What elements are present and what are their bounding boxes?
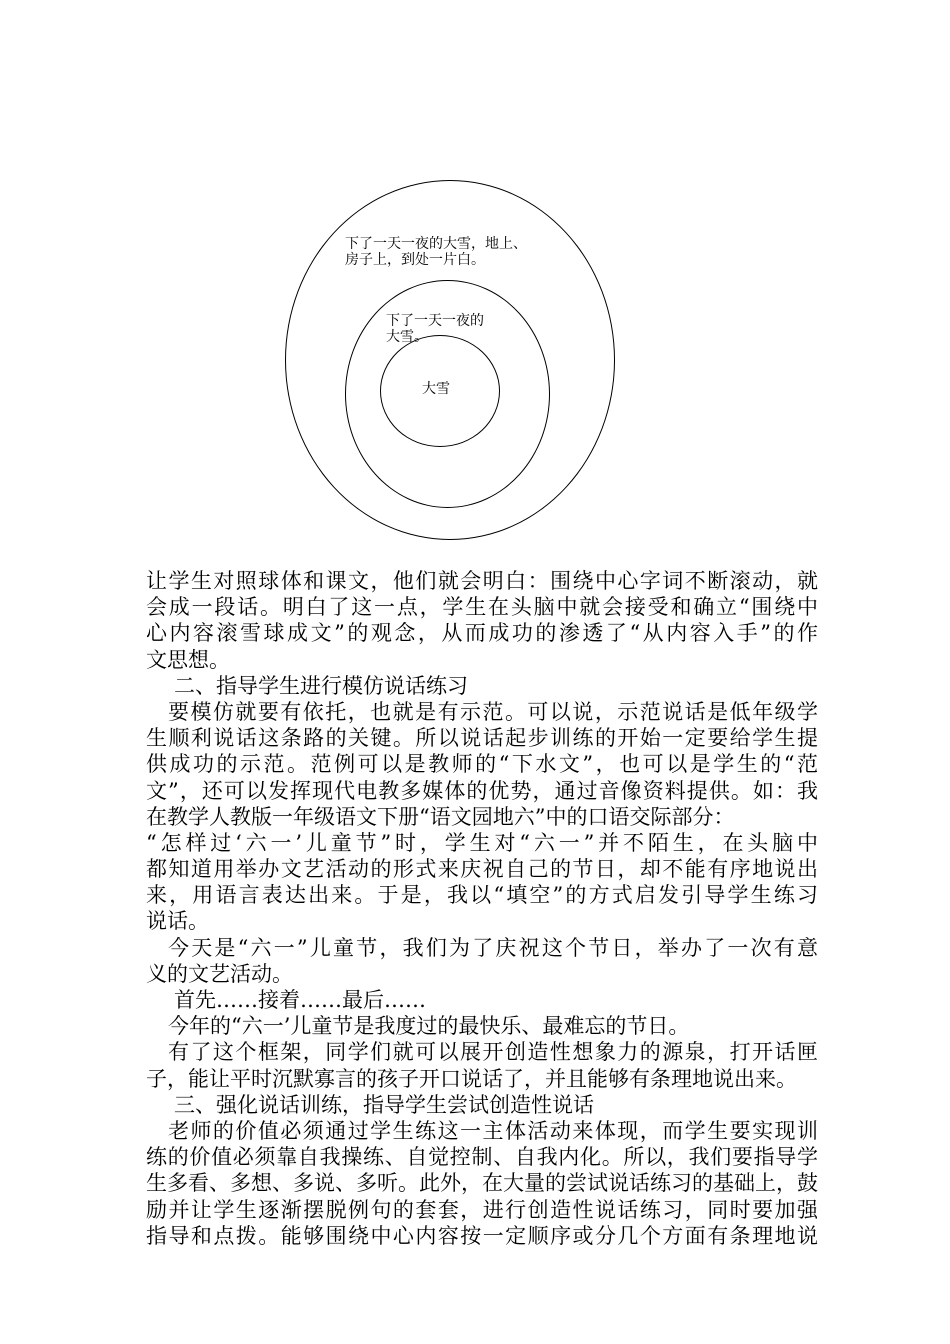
paragraph-6 — [146, 1039, 818, 1091]
text-line: 要模仿就要有依托，也就是有示范。可以说，示范说话是低年级学 — [168, 699, 818, 724]
text-line: 老师的价值必须通过学生练这一主体活动来体现，而学生要实现训 — [168, 1118, 818, 1143]
text-line: 今天是“六一”儿童节，我们为了庆祝这个节日，举办了一次有意 — [168, 935, 818, 960]
text-line: 励并让学生逐渐摆脱例句的套套，进行创造性说话练习，同时要加强 — [146, 1197, 818, 1222]
text-line: 让学生对照球体和课文，他们就会明白：围绕中心字词不断滚动，就 — [146, 569, 818, 593]
text-line: 都知道用举办文艺活动的形式来庆祝自己的节日，却不能有序地说出 — [146, 857, 818, 882]
text-line: 有了这个框架，同学们就可以展开创造性想象力的源泉，打开话匣 — [168, 1040, 818, 1065]
paragraph-2 — [146, 699, 818, 935]
inner-circle-label: 大雪 — [422, 381, 450, 397]
text-line: 会成一段话。明白了这一点，学生在头脑中就会接受和确立“围绕中 — [146, 595, 818, 620]
text-line: 子，能让平时沉默寡言的孩子开口说话了，并且能够有条理地说出来。 — [146, 1066, 797, 1091]
text-line: 指导和点拨。能够围绕中心内容按一定顺序或分几个方面有条理地说 — [146, 1223, 818, 1248]
text-line: 文思想。 — [146, 647, 230, 672]
text-line: 供成功的示范。范例可以是教师的“下水文”，也可以是学生的“范 — [146, 752, 818, 777]
outer-label-line: 房子上，到处一片白。 — [345, 252, 485, 268]
text-line: 说话。 — [146, 909, 209, 934]
text-line: 文”，还可以发挥现代电教多媒体的优势，通过音像资料提供。如：我 — [146, 778, 818, 803]
snowball-diagram — [0, 0, 950, 560]
paragraph-5: 今年的“六一’儿童节是我度过的最快乐、最难忘的节日。 — [168, 1014, 690, 1039]
middle-label-line: 大雪。 — [386, 329, 428, 345]
paragraph-1 — [146, 568, 818, 673]
text-line: 练的价值必须靠自我操练、自觉控制、自我内化。所以，我们要指导学 — [146, 1145, 818, 1170]
article-body — [146, 568, 818, 1249]
outer-label-line: 下了一天一夜的大雪，地上、 — [345, 236, 527, 252]
text-line: 在教学人教版一年级语文下册“语文园地六”中的口语交际部分： — [146, 804, 735, 829]
middle-label-line: 下了一天一夜的 — [386, 313, 484, 329]
middle-circle-label — [386, 313, 484, 345]
text-line: 来，用语言表达出来。于是，我以“填空”的方式启发引导学生练习 — [146, 883, 818, 908]
paragraph-4: 首先……接着……最后…… — [174, 988, 426, 1012]
text-line: “怎样过‘六一’儿童节”时，学生对“六一”并不陌生，在头脑中 — [146, 830, 818, 855]
paragraph-7 — [146, 1118, 818, 1249]
section-heading-3: 三、强化说话训练，指导学生尝试创造性说话 — [174, 1092, 594, 1117]
outer-circle-label — [345, 236, 527, 268]
text-line: 义的文艺活动。 — [146, 961, 293, 986]
text-line: 生顺利说话这条路的关键。所以说话起步训练的开始一定要给学生提 — [146, 726, 818, 751]
section-heading-2: 二、指导学生进行模仿说话练习 — [174, 673, 468, 698]
paragraph-3 — [146, 935, 818, 987]
text-line: 心内容滚雪球成文”的观念，从而成功的渗透了“从内容入手”的作 — [146, 621, 818, 646]
text-line: 生多看、多想、多说、多听。此外，在大量的尝试说话练习的基础上，鼓 — [146, 1171, 818, 1196]
